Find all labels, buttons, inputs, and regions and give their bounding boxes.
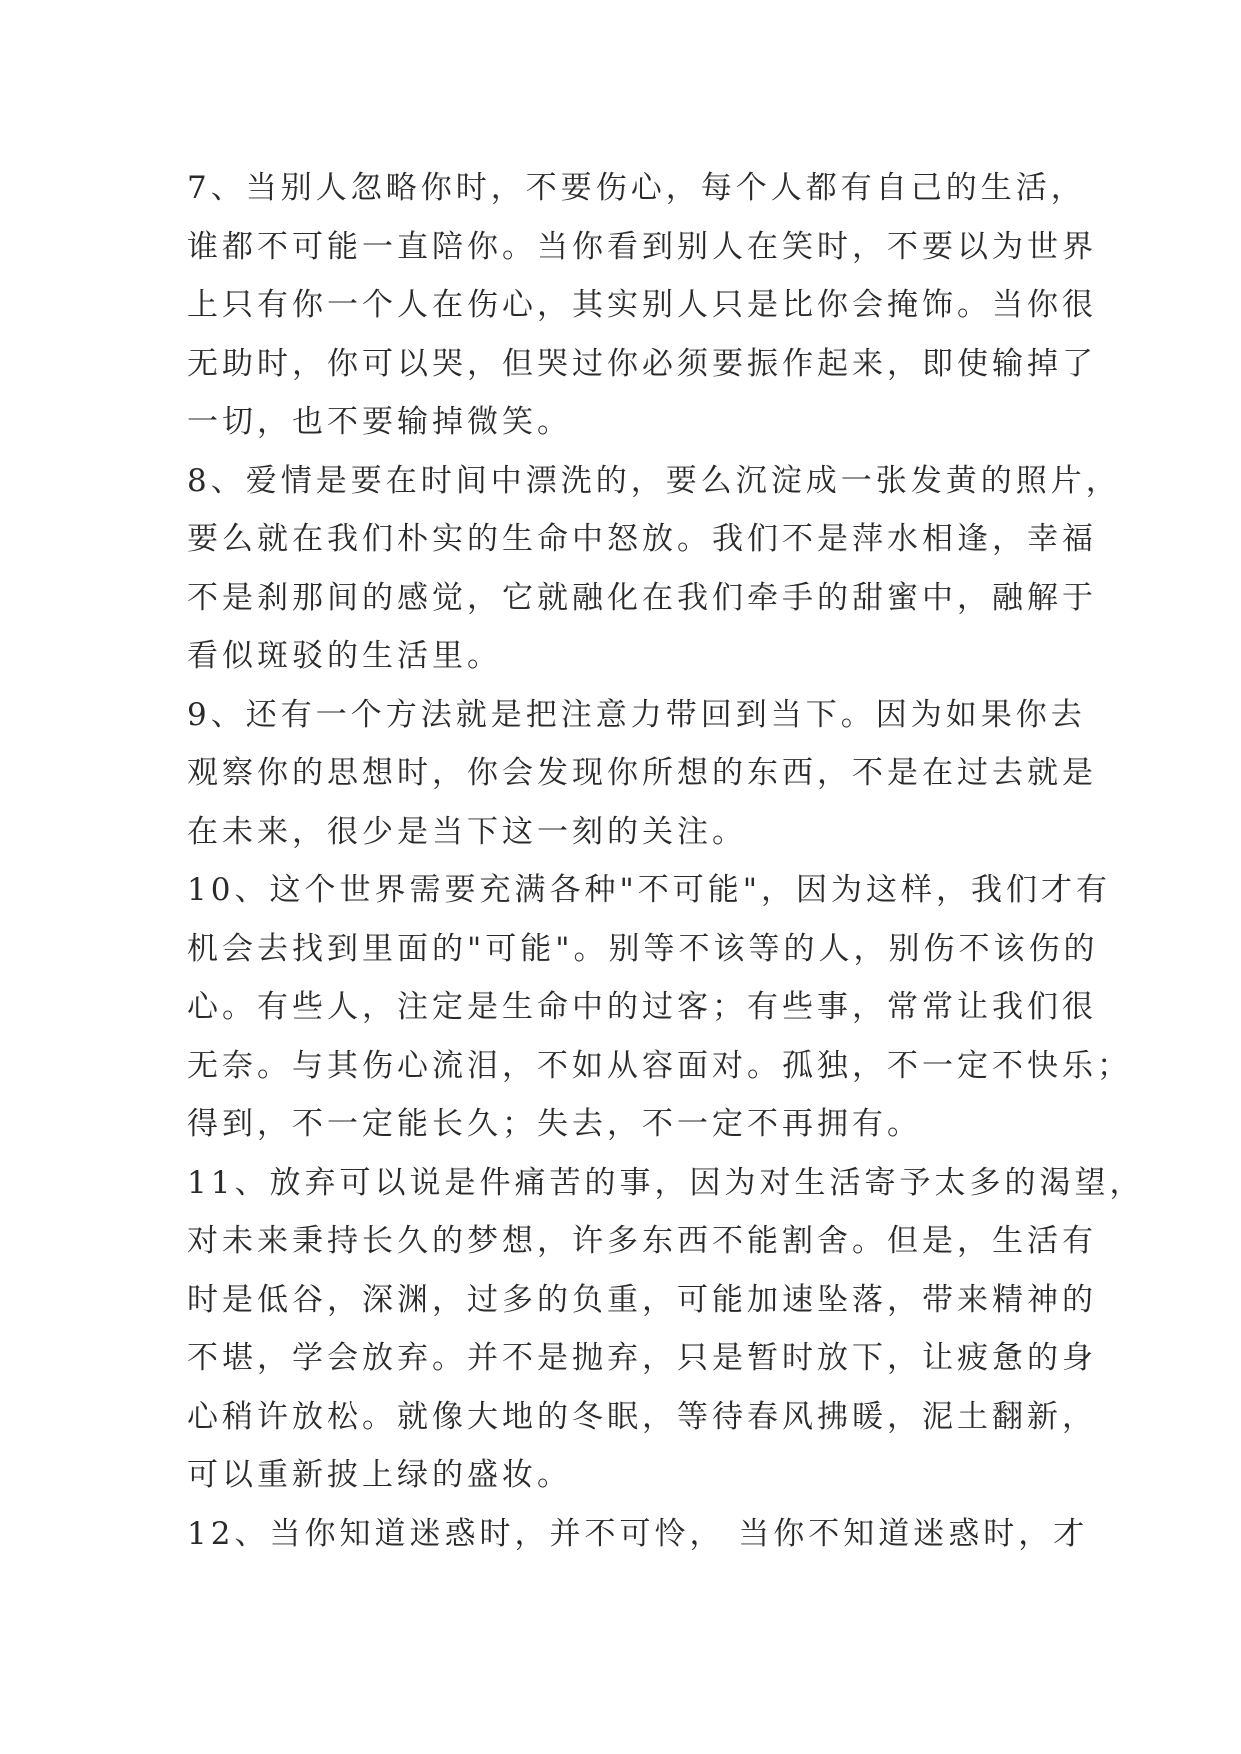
text-line: 10、这个世界需要充满各种"不可能"，因为这样，我们才有: [187, 872, 1111, 908]
text-line: 12、当你知道迷惑时，并不可怜， 当你不知道迷惑时，才: [187, 1515, 1089, 1552]
document-body: [187, 159, 1145, 1563]
text-line: 看似斑驳的生活里。: [187, 638, 502, 674]
text-line: 在未来，很少是当下这一刻的关注。: [187, 813, 747, 850]
text-line: 11、放弃可以说是件痛苦的事，因为对生活寄予太多的渴望，: [187, 1164, 1145, 1201]
text-line: 9、还有一个方法就是把注意力带回到当下。因为如果你去: [187, 696, 1086, 733]
text-line: 不是刹那间的感觉，它就融化在我们牵手的甜蜜中，融解于: [187, 579, 1097, 616]
text-line: 时是低谷，深渊，过多的负重，可能加速坠落，带来精神的: [187, 1281, 1097, 1318]
text-line: 一切，也不要输掉微笑。: [187, 404, 572, 440]
text-line: 心。有些人，注定是生命中的过客；有些事，常常让我们很: [187, 989, 1097, 1025]
text-line: 对未来秉持长久的梦想，许多东西不能割舍。但是，生活有: [187, 1223, 1097, 1259]
text-line: 可以重新披上绿的盛妆。: [187, 1457, 572, 1493]
text-line: 得到，不一定能长久；失去，不一定不再拥有。: [187, 1106, 922, 1142]
text-line: 心稍许放松。就像大地的冬眠，等待春风拂暖，泥土翻新，: [187, 1398, 1097, 1435]
text-line: 不堪，学会放弃。并不是抛弃，只是暂时放下，让疲惫的身: [187, 1340, 1097, 1376]
text-line: 8、爱情是要在时间中漂洗的，要么沉淀成一张发黄的照片，: [187, 462, 1121, 499]
text-line: 观察你的思想时，你会发现你所想的东西，不是在过去就是: [187, 755, 1097, 791]
text-line: 要么就在我们朴实的生命中怒放。我们不是萍水相逢，幸福: [187, 521, 1097, 557]
text-line: 机会去找到里面的"可能"。别等不该等的人，别伤不该伤的: [187, 930, 1099, 967]
text-line: 上只有你一个人在伤心，其实别人只是比你会掩饰。当你很: [187, 287, 1097, 323]
text-line: 7、当别人忽略你时，不要伤心，每个人都有自己的生活，: [187, 170, 1086, 206]
text-line: 谁都不可能一直陪你。当你看到别人在笑时，不要以为世界: [187, 228, 1097, 265]
text-line: 无助时，你可以哭，但哭过你必须要振作起来，即使输掉了: [187, 345, 1097, 382]
text-line: 无奈。与其伤心流泪，不如从容面对。孤独，不一定不快乐；: [187, 1047, 1132, 1084]
